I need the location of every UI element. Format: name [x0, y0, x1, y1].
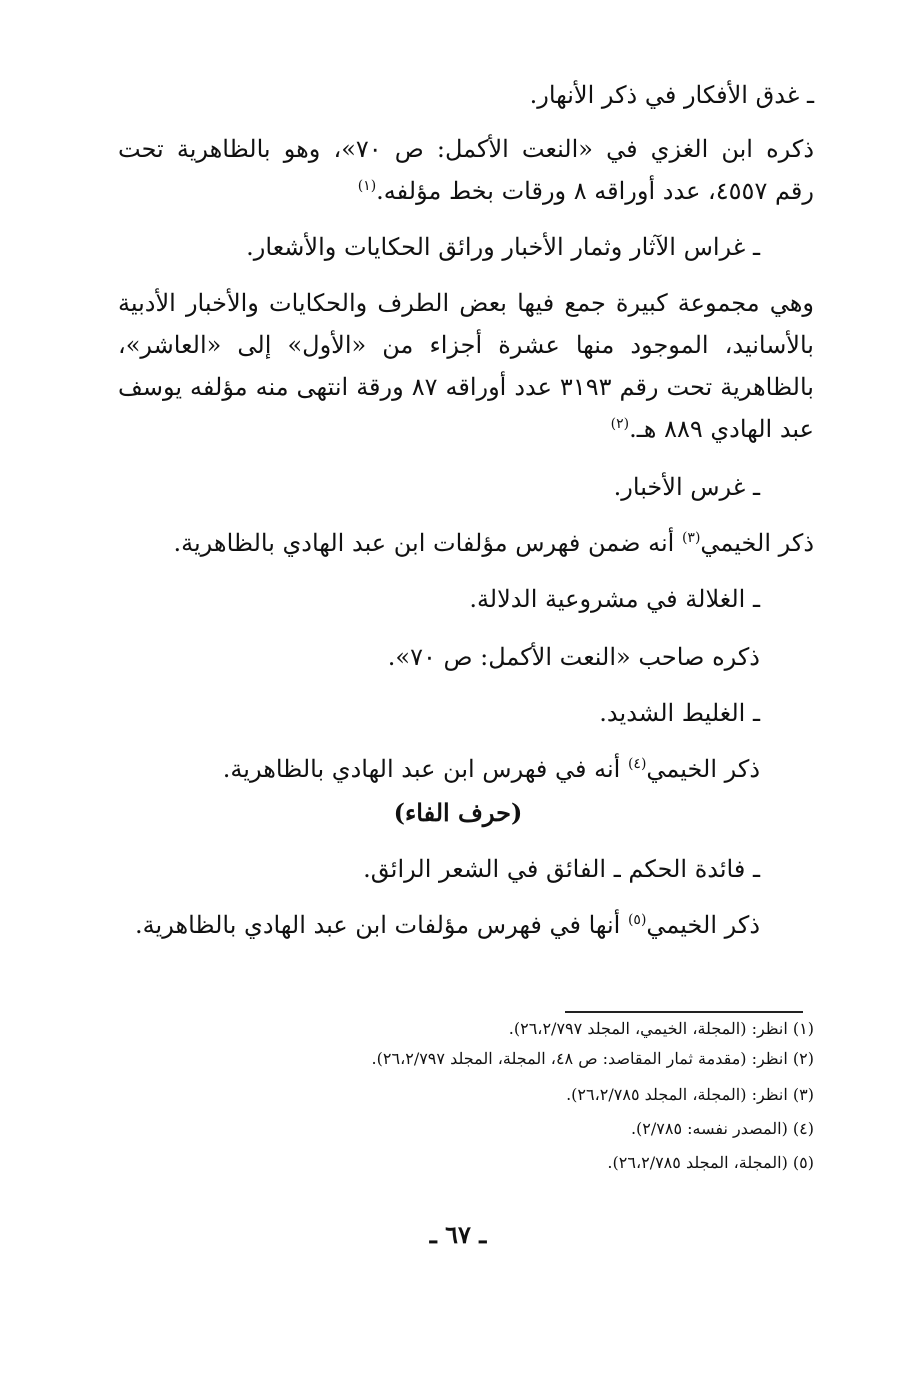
footnote-ref: (١) — [357, 178, 377, 194]
entry-title-text: ـ غراس الآثار وثمار الأخبار ورائق الحكايات والأشعار. — [246, 233, 760, 261]
body-text: أنه في فهرس ابن عبد الهادي بالظاهرية. — [222, 755, 628, 783]
body-text: ذكره صاحب «النعت الأكمل: ص ٧٠». — [387, 643, 760, 671]
body-text: عبد الهادي ٨٨٩ هـ. — [629, 415, 814, 443]
footnote-ref: (٤) — [627, 756, 647, 772]
entry-title-text: ـ الغلالة في مشروعية الدلالة. — [469, 585, 760, 613]
footnote-ref: (٢) — [610, 416, 630, 432]
body-line — [118, 286, 814, 320]
body-line — [118, 132, 814, 166]
body-line — [174, 526, 815, 560]
entry-title-ghiras — [246, 230, 760, 264]
body-text: بالظاهرية تحت رقم ٣١٩٣ عدد أوراقه ٨٧ ورقة انتهى منه مؤلفه يوسف — [118, 373, 814, 401]
entry-title-faida — [363, 852, 760, 886]
body-text: رقم ٤٥٥٧، عدد أوراقه ٨ ورقات بخط مؤلفه. — [376, 177, 814, 205]
body-text: أنها في فهرس مؤلفات ابن عبد الهادي بالظاهرية. — [135, 911, 628, 939]
entry-title-ghars — [614, 470, 760, 504]
body-text: وهي مجموعة كبيرة جمع فيها بعض الطرف والحكايات والأخبار الأدبية — [118, 289, 814, 317]
entry-title-ghalit — [599, 696, 760, 730]
entry-title-text: ـ غرس الأخبار. — [613, 473, 760, 501]
body-line — [135, 908, 760, 942]
body-line — [388, 640, 760, 674]
body-line — [223, 752, 760, 786]
entry-title-text: ـ فائدة الحكم ـ الفائق في الشعر الرائق. — [363, 855, 760, 883]
body-text: ذكر الخيمي — [700, 529, 814, 557]
body-text: ذكر الخيمي — [646, 755, 760, 783]
body-text: بالأسانيد، الموجود منها عشرة أجزاء من «الأول» إلى «العاشر»، — [118, 331, 814, 359]
entry-title-text: ـ الغليط الشديد. — [599, 699, 760, 727]
body-text: ذكره ابن الغزي في «النعت الأكمل: ص ٧٠»، وهو بالظاهرية تحت — [118, 135, 814, 163]
body-line — [611, 412, 814, 446]
section-heading: (حرف الفاء) — [393, 798, 523, 827]
entry-title-text: ـ غدق الأفكار في ذكر الأنهار. — [529, 81, 814, 109]
footnote-ref: (٥) — [627, 912, 647, 928]
footnote-1: (١) انظر: (المجلة، الخيمي، المجلد ٢٦،٢/٧٩٧). — [508, 1019, 814, 1038]
footnote-4: (٤) (المصدر نفسه: ٢/٧٨٥). — [630, 1119, 814, 1138]
entry-title-ghadaq — [530, 78, 814, 112]
footnote-divider — [565, 1011, 803, 1013]
entry-title-ghilala — [469, 582, 760, 616]
body-line — [358, 174, 814, 208]
page-number: ـ ٦٧ ـ — [429, 1220, 487, 1249]
body-line — [118, 328, 814, 362]
footnote-2: (٢) انظر: (مقدمة ثمار المقاصد: ص ٤٨، المجلة، المجلد ٢٦،٢/٧٩٧). — [371, 1049, 814, 1068]
footnote-5: (٥) (المجلة، المجلد ٢٦،٢/٧٨٥). — [607, 1153, 814, 1172]
body-line — [118, 370, 814, 404]
footnote-3: (٣) انظر: (المجلة، المجلد ٢٦،٢/٧٨٥). — [566, 1085, 814, 1104]
body-text: ذكر الخيمي — [646, 911, 760, 939]
footnote-ref: (٣) — [681, 530, 701, 546]
body-text: أنه ضمن فهرس مؤلفات ابن عبد الهادي بالظاهرية. — [173, 529, 682, 557]
